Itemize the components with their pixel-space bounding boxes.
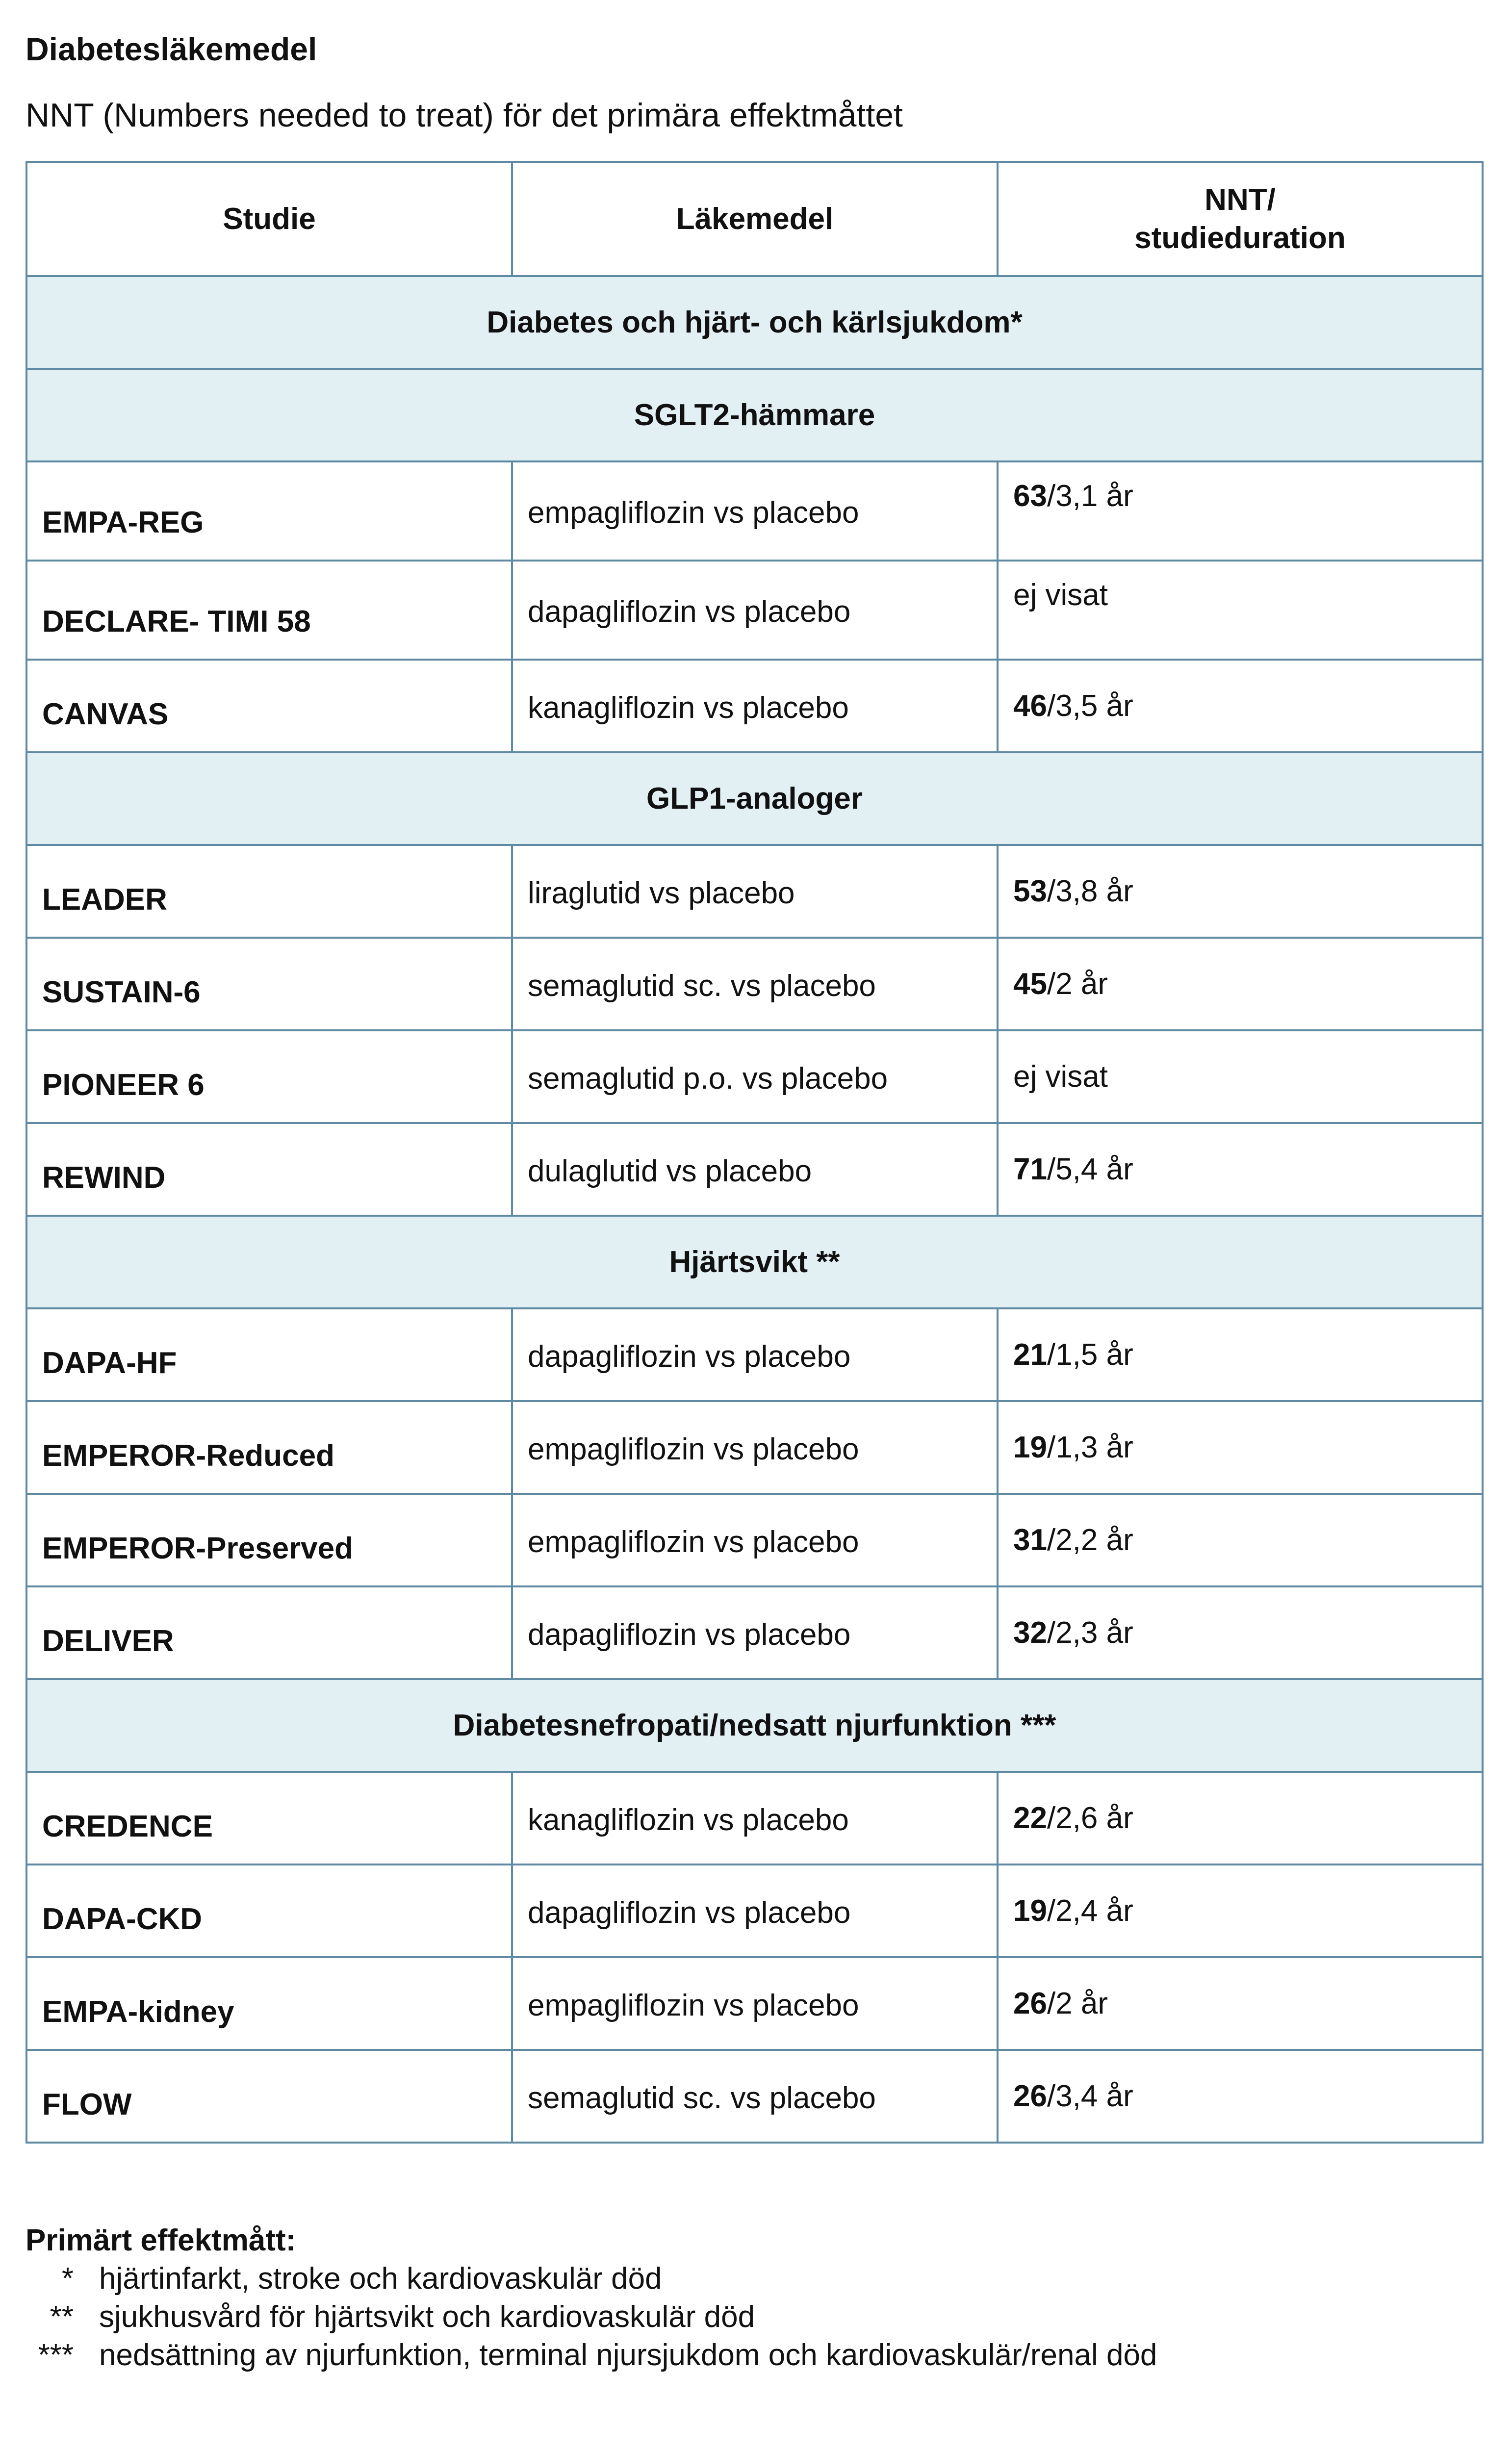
page-title: Diabetesläkemedel: [26, 31, 317, 67]
page-subtitle: NNT (Numbers needed to treat) för det primära effektmåttet: [26, 97, 903, 134]
table-row: [27, 1773, 1484, 1865]
table-row: [27, 1495, 1484, 1587]
nnt-cell: [999, 1124, 1484, 1217]
section-row: [27, 277, 1484, 370]
section-label: Diabetes och hjärt- och kärlsjukdom*: [27, 277, 1484, 370]
study-duration: ej visat: [1013, 1059, 1108, 1094]
header-lakemedel: Läkemedel: [513, 163, 999, 277]
study-cell: CANVAS: [27, 661, 513, 753]
nnt-cell: [999, 1773, 1484, 1865]
section-label: Diabetesnefropati/nedsatt njurfunktion ***: [27, 1680, 1484, 1773]
footnote-item: [26, 2336, 1157, 2375]
study-duration: ej visat: [1013, 578, 1108, 612]
study-cell: EMPEROR-Reduced: [27, 1402, 513, 1495]
study-duration: /1,3 år: [1047, 1430, 1133, 1464]
table-row: [27, 562, 1484, 661]
table-header-row: [27, 163, 1484, 277]
study-duration: /3,8 år: [1047, 874, 1133, 908]
nnt-value: 46: [1013, 689, 1047, 723]
study-cell: SUSTAIN-6: [27, 939, 513, 1031]
nnt-value: 45: [1013, 967, 1047, 1001]
header-nnt: NNT/ studieduration: [999, 163, 1484, 277]
study-cell: LEADER: [27, 846, 513, 939]
section-row: [27, 1680, 1484, 1773]
nnt-cell: [999, 846, 1484, 939]
drug-cell: dapagliflozin vs placebo: [513, 1865, 999, 1958]
drug-cell: empagliflozin vs placebo: [513, 1402, 999, 1495]
study-duration: /3,5 år: [1047, 689, 1133, 723]
nnt-value: 53: [1013, 874, 1047, 908]
study-cell: REWIND: [27, 1124, 513, 1217]
nnt-cell: [999, 562, 1484, 661]
table-row: [27, 1309, 1484, 1402]
nnt-value: 22: [1013, 1801, 1047, 1835]
drug-cell: semaglutid sc. vs placebo: [513, 2051, 999, 2144]
study-cell: FLOW: [27, 2051, 513, 2144]
footnote-mark: ***: [38, 2338, 74, 2372]
study-cell: CREDENCE: [27, 1773, 513, 1865]
table-row: [27, 1031, 1484, 1124]
table-row: [27, 1587, 1484, 1680]
footnotes-title: Primärt effektmått:: [26, 2223, 296, 2257]
nnt-value: 63: [1013, 479, 1047, 513]
nnt-cell: [999, 661, 1484, 753]
nnt-cell: [999, 1865, 1484, 1958]
study-cell: EMPA-kidney: [27, 1958, 513, 2051]
study-duration: /5,4 år: [1047, 1152, 1133, 1186]
drug-cell: kanagliflozin vs placebo: [513, 1773, 999, 1865]
footnote-mark: *: [61, 2262, 74, 2296]
table-row: [27, 661, 1484, 753]
nnt-cell: [999, 1031, 1484, 1124]
study-cell: DELIVER: [27, 1587, 513, 1680]
drug-cell: semaglutid p.o. vs placebo: [513, 1031, 999, 1124]
table-row: [27, 462, 1484, 562]
study-duration: /2,3 år: [1047, 1615, 1133, 1650]
study-cell: PIONEER 6: [27, 1031, 513, 1124]
drug-cell: kanagliflozin vs placebo: [513, 661, 999, 753]
drug-cell: dapagliflozin vs placebo: [513, 562, 999, 661]
nnt-value: 71: [1013, 1152, 1047, 1186]
table-row: [27, 1402, 1484, 1495]
table-row: [27, 846, 1484, 939]
nnt-value: 26: [1013, 1986, 1047, 2020]
study-duration: /2,6 år: [1047, 1801, 1133, 1835]
section-label: Hjärtsvikt **: [27, 1217, 1484, 1309]
table-row: [27, 1865, 1484, 1958]
nnt-cell: [999, 1309, 1484, 1402]
study-cell: EMPEROR-Preserved: [27, 1495, 513, 1587]
nnt-value: 21: [1013, 1337, 1047, 1372]
nnt-cell: [999, 2051, 1484, 2144]
section-label: GLP1-analoger: [27, 753, 1484, 846]
nnt-value: 26: [1013, 2079, 1047, 2113]
study-duration: /2 år: [1047, 967, 1108, 1001]
nnt-value: 32: [1013, 1615, 1047, 1650]
nnt-cell: [999, 1402, 1484, 1495]
nnt-cell: [999, 939, 1484, 1031]
drug-cell: dapagliflozin vs placebo: [513, 1309, 999, 1402]
nnt-value: 19: [1013, 1430, 1047, 1464]
footnotes: [26, 2222, 1157, 2375]
nnt-cell: [999, 462, 1484, 562]
study-cell: DECLARE- TIMI 58: [27, 562, 513, 661]
drug-cell: empagliflozin vs placebo: [513, 1958, 999, 2051]
nnt-value: 31: [1013, 1523, 1047, 1557]
nnt-value: 19: [1013, 1893, 1047, 1928]
drug-cell: dapagliflozin vs placebo: [513, 1587, 999, 1680]
footnote-item: [26, 2298, 1157, 2336]
footnote-text: hjärtinfarkt, stroke och kardiovaskulär död: [99, 2262, 662, 2296]
footnote-item: [26, 2260, 1157, 2298]
study-cell: EMPA-REG: [27, 462, 513, 562]
header-studie: Studie: [27, 163, 513, 277]
drug-cell: dulaglutid vs placebo: [513, 1124, 999, 1217]
study-duration: /3,1 år: [1047, 479, 1133, 513]
footnote-text: sjukhusvård för hjärtsvikt och kardiovaskulär död: [99, 2300, 755, 2334]
section-row: [27, 753, 1484, 846]
table-row: [27, 2051, 1484, 2144]
section-row: [27, 370, 1484, 462]
nnt-table: [26, 161, 1484, 2144]
drug-cell: empagliflozin vs placebo: [513, 462, 999, 562]
study-duration: /3,4 år: [1047, 2079, 1133, 2113]
study-duration: /1,5 år: [1047, 1337, 1133, 1372]
section-row: [27, 1217, 1484, 1309]
study-cell: DAPA-HF: [27, 1309, 513, 1402]
drug-cell: empagliflozin vs placebo: [513, 1495, 999, 1587]
footnote-text: nedsättning av njurfunktion, terminal njursjukdom och kardiovaskulär/renal död: [99, 2338, 1157, 2372]
table-row: [27, 1124, 1484, 1217]
drug-cell: semaglutid sc. vs placebo: [513, 939, 999, 1031]
study-duration: /2,4 år: [1047, 1893, 1133, 1928]
nnt-cell: [999, 1587, 1484, 1680]
drug-cell: liraglutid vs placebo: [513, 846, 999, 939]
footnote-mark: **: [50, 2300, 74, 2334]
section-label: SGLT2-hämmare: [27, 370, 1484, 462]
nnt-cell: [999, 1495, 1484, 1587]
study-duration: /2,2 år: [1047, 1523, 1133, 1557]
study-duration: /2 år: [1047, 1986, 1108, 2020]
table-row: [27, 1958, 1484, 2051]
study-cell: DAPA-CKD: [27, 1865, 513, 1958]
nnt-cell: [999, 1958, 1484, 2051]
table-row: [27, 939, 1484, 1031]
